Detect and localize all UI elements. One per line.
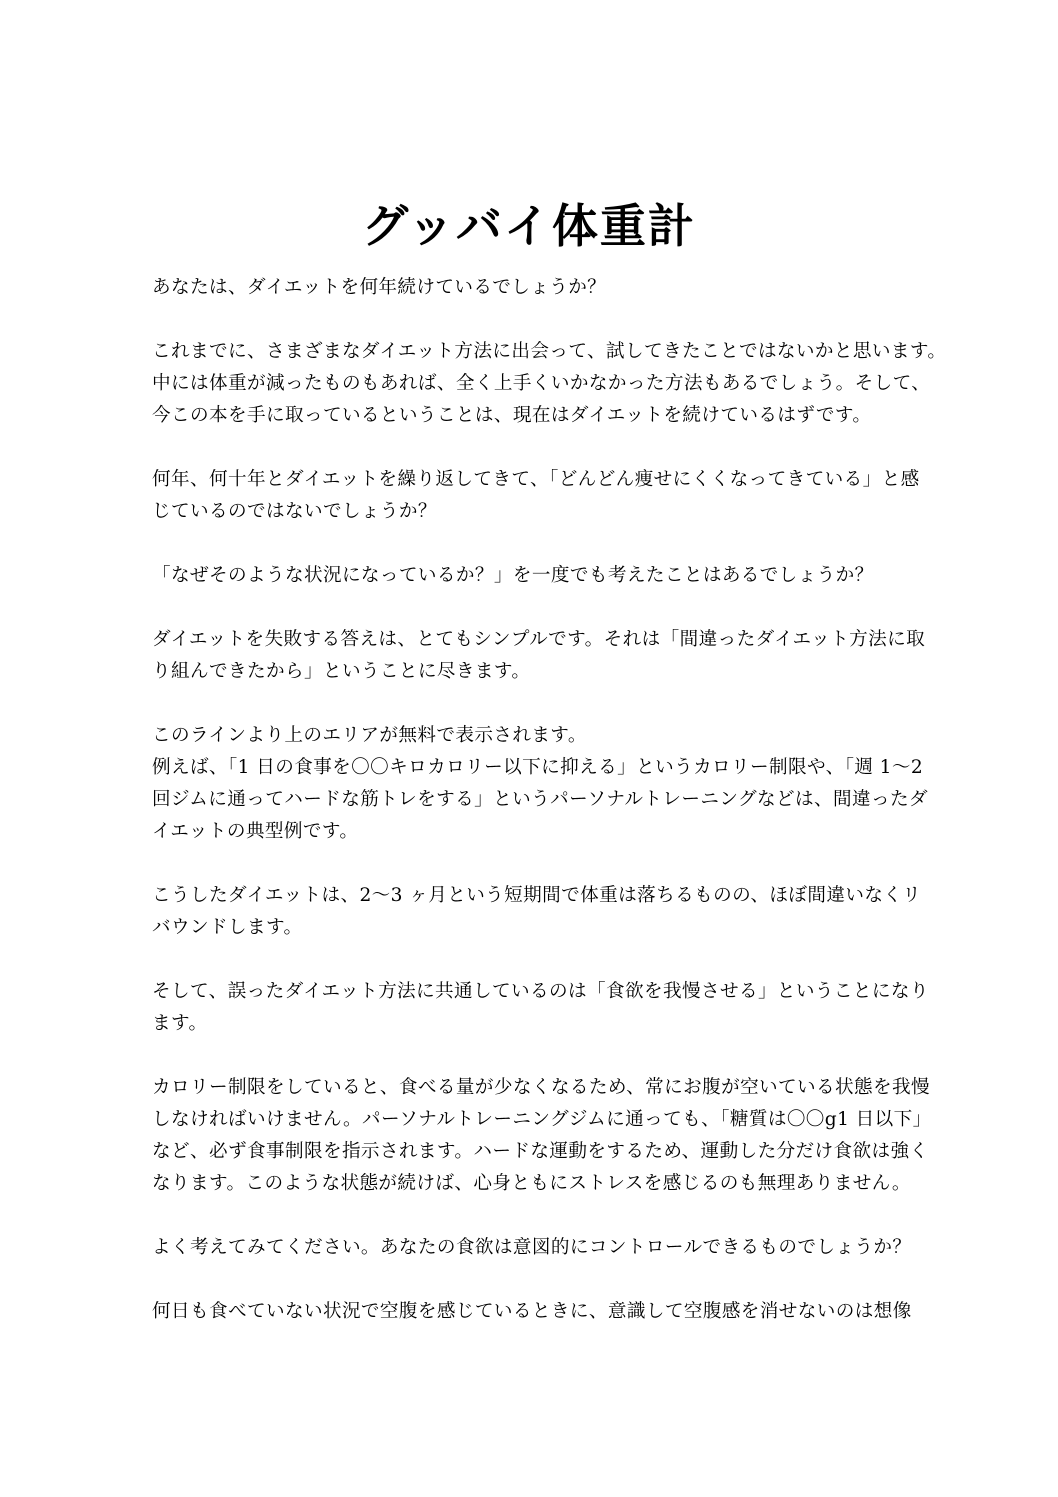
body-text bbox=[152, 272, 947, 1360]
text-line: これまでに、さまざまなダイエット方法に出会って、試してきたことではないかと思います。 bbox=[152, 341, 947, 362]
text-line: イエットの典型例です。 bbox=[152, 821, 359, 842]
paragraph bbox=[152, 1072, 932, 1200]
text-line: 回ジムに通ってハードな筋トレをする」というパーソナルトレーニングなどは、間違ったダ bbox=[152, 789, 928, 810]
text-line: しなければいけません。パーソナルトレーニングジムに通っても、「糖質は〇〇g1 日以下」 bbox=[152, 1109, 932, 1130]
paragraph bbox=[152, 336, 947, 432]
text-line: あなたは、ダイエットを何年続けているでしょうか？ bbox=[152, 277, 607, 298]
paragraph bbox=[152, 624, 926, 688]
text-line: このラインより上のエリアが無料で表示されます。 bbox=[152, 725, 587, 746]
text-line: 中には体重が減ったものもあれば、全く上手くいかなかった方法もあるでしょう。そして、 bbox=[152, 373, 931, 394]
text-line: 何年、何十年とダイエットを繰り返してきて、「どんどん痩せにくくなってきている」と感 bbox=[152, 469, 920, 490]
text-line: ます。 bbox=[152, 1013, 208, 1034]
text-line: 例えば、「1 日の食事を〇〇キロカロリー以下に抑える」というカロリー制限や、「週 1〜2 bbox=[152, 757, 924, 778]
text-line: 「なぜそのような状況になっているか？」を一度でも考えたことはあるでしょうか？ bbox=[152, 565, 874, 586]
text-line: 何日も食べていない状況で空腹を感じているときに、意識して空腹感を消せないのは想像 bbox=[152, 1301, 912, 1322]
paragraph bbox=[152, 464, 922, 528]
paragraph bbox=[152, 1232, 922, 1264]
text-line: ダイエットを失敗する答えは、とてもシンプルです。それは「間違ったダイエット方法に取 bbox=[152, 629, 926, 650]
paragraph bbox=[152, 560, 922, 592]
text-line: カロリー制限をしていると、食べる量が少なくなるため、常にお腹が空いている状態を我慢 bbox=[152, 1077, 931, 1098]
text-line: 今この本を手に取っているということは、現在はダイエットを続けているはずです。 bbox=[152, 405, 872, 426]
text-line: り組んできたから」ということに尽きます。 bbox=[152, 661, 531, 682]
text-line: など、必ず食事制限を指示されます。ハードな運動をするため、運動した分だけ食欲は強く bbox=[152, 1141, 929, 1162]
page-title: グッバイ体重計 bbox=[362, 199, 696, 253]
paragraph bbox=[152, 272, 922, 304]
text-line: よく考えてみてください。あなたの食欲は意図的にコントロールできるものでしょうか？ bbox=[152, 1237, 912, 1258]
text-line: そして、誤ったダイエット方法に共通しているのは「食欲を我慢させる」ということになり bbox=[152, 981, 929, 1002]
text-line: じているのではないでしょうか？ bbox=[152, 501, 437, 522]
text-line: こうしたダイエットは、2〜3 ヶ月という短期間で体重は落ちるものの、ほぼ間違いなくリ bbox=[152, 885, 922, 906]
paragraph bbox=[152, 752, 928, 848]
paragraph bbox=[152, 720, 922, 752]
text-line: なります。このような状態が続けば、心身ともにストレスを感じるのも無理ありません。 bbox=[152, 1173, 911, 1194]
text-line: バウンドします。 bbox=[152, 917, 303, 938]
paragraph bbox=[152, 1296, 922, 1328]
paragraph bbox=[152, 976, 929, 1040]
paragraph bbox=[152, 880, 922, 944]
